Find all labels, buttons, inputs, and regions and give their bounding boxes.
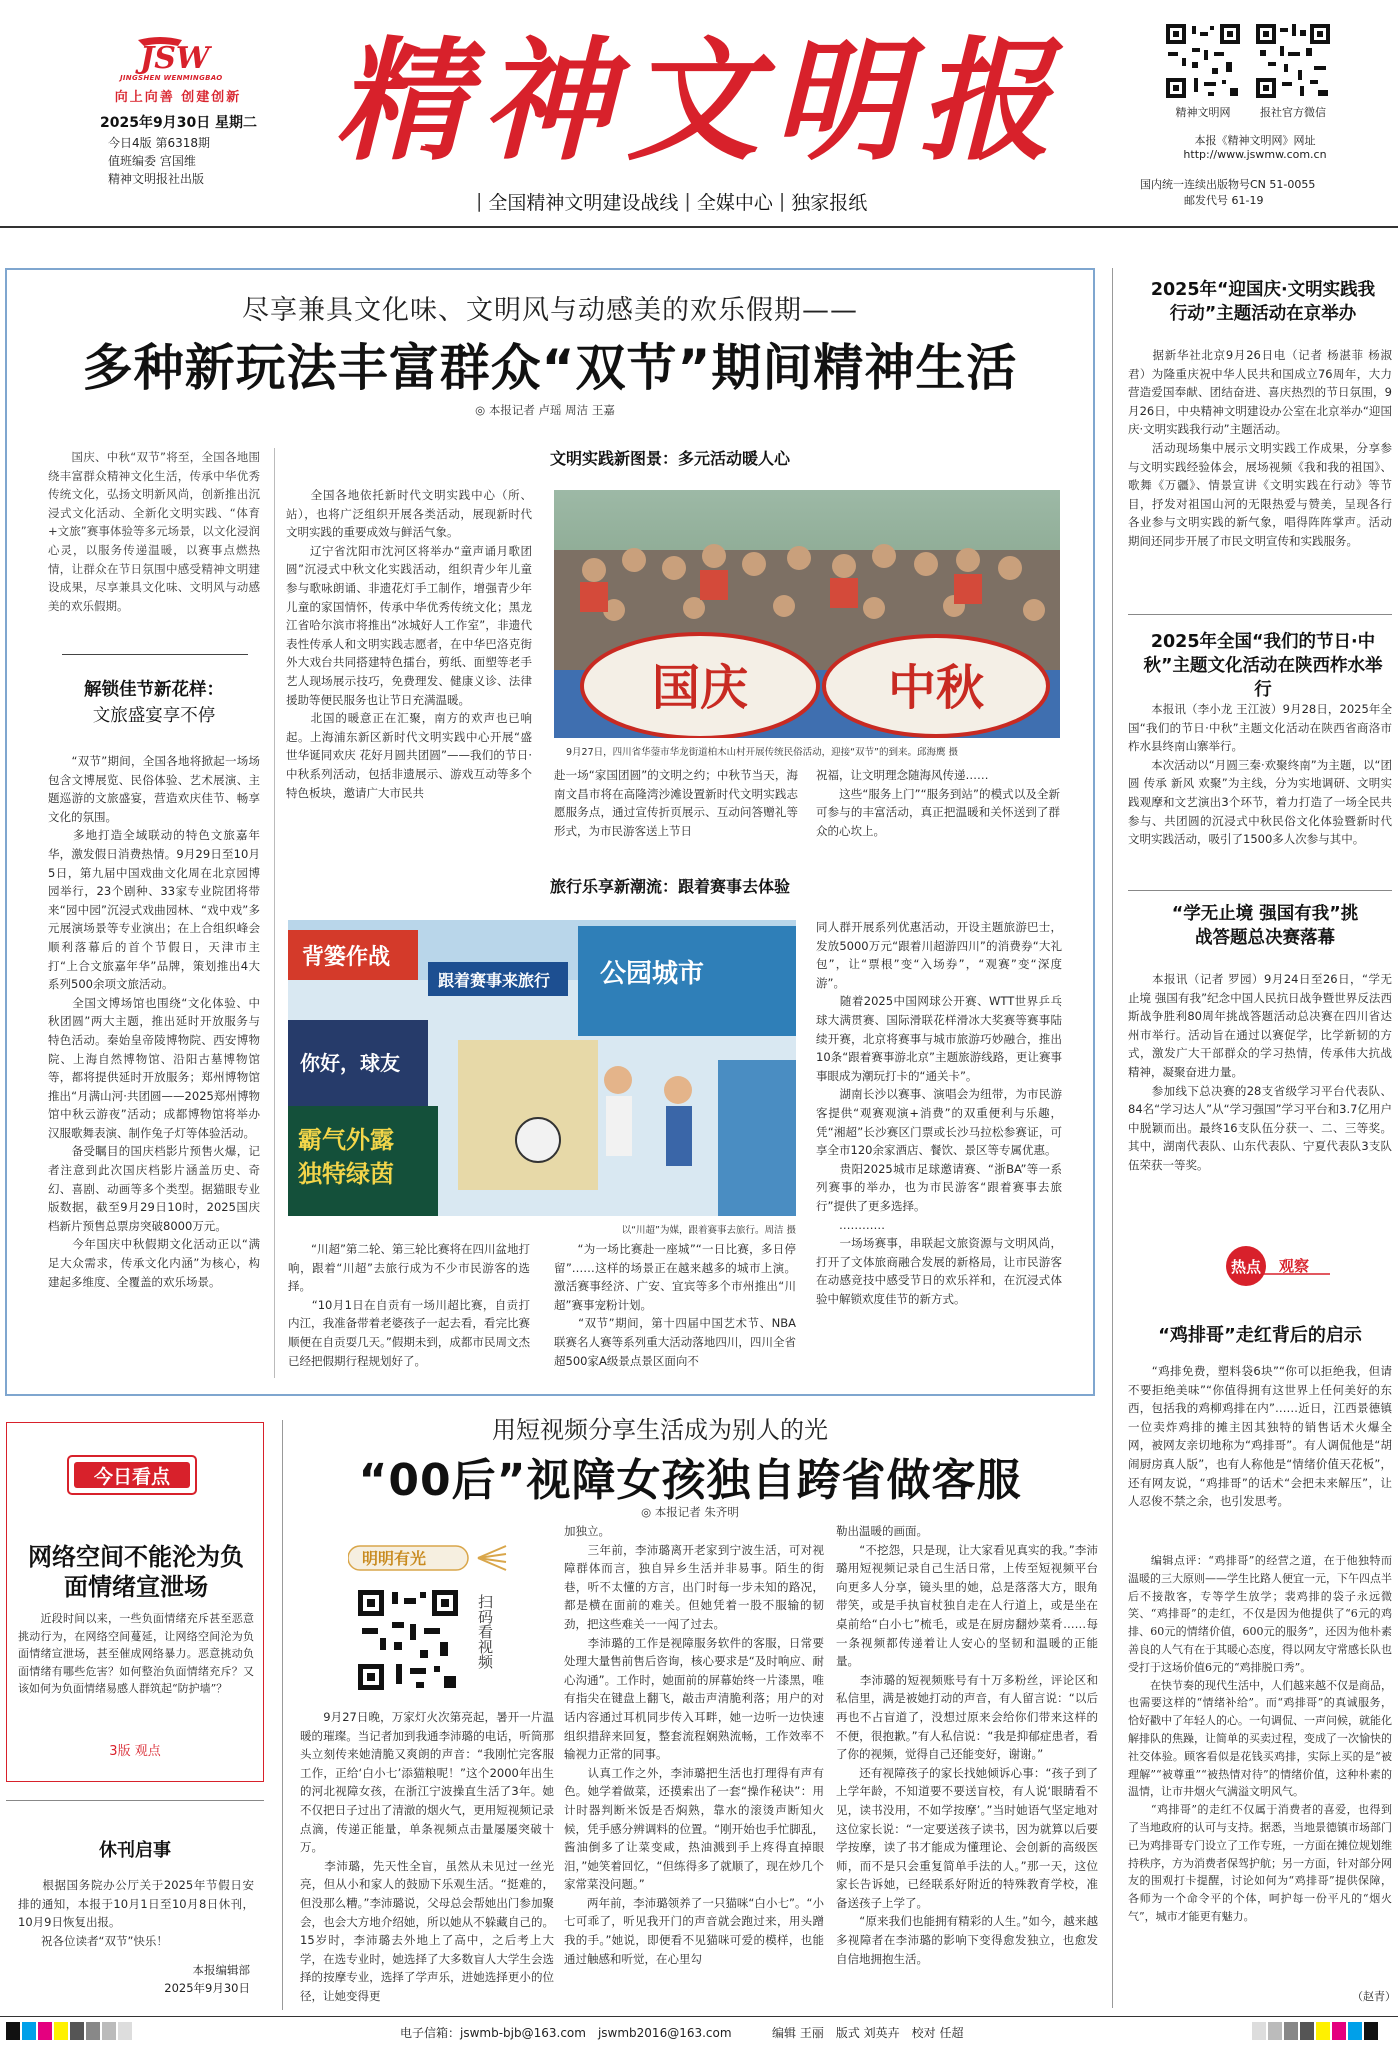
site-label: 本报《精神文明网》网址 <box>1194 134 1316 147</box>
sec1-col-b: 赴一场“家国团圆”的文明之约；中秋节当天，海南文昌市将在高隆湾沙滩设置新时代文明实践志愿服务点，通过宣传折页展示、互动问答赠礼等形式，为市民游客送上节日 <box>554 768 798 838</box>
festival-photo-icon <box>554 490 1060 738</box>
feature-col1-text: 9月27日晚，万家灯火次第亮起，暑开一片温暖的璀璨。当记者加到我通李沛璐的电话，听筒那头立刻传来她清脆又爽朗的声音：“我刚忙完客服工作，正给‘白小七’添猫粮呢！”这个2000年出生的河北视障女孩，在浙江宁波操直生活了3年。她不仅把日子过出了清澈的烟火气，更用短视频记录点滴，传递正能量，单条视频点击量屡屡突破十万。 李沛璐，先天性全盲，虽然从未见过一丝光亮，但从小和家人的鼓励下乐观生活。“挺难的，但没那么糟。”李沛璐说，父母总会帮她出门参加聚会，也会大方地介绍她，所以她从不躲藏自己的。15岁时，李沛璐去外地上了高中，之后考上大学，在选专业时，她选择了大多数盲人大学生会选择的按摩专业，选择了学声乐，进她选择更小的位径，让她变得更 <box>300 1710 554 2003</box>
newspaper-title: 精神文明报 <box>335 24 1065 179</box>
photo-festival <box>554 490 1060 738</box>
color-bar-icon <box>1252 2022 1392 2040</box>
feature-byline-text: 本报记者 朱齐明 <box>654 1505 739 1519</box>
issue-info <box>100 112 290 187</box>
footer-email: 电子信箱：jswmb-bjb@163.com jswmb2016@163.com <box>400 2026 732 2040</box>
lead-intro: 国庆、中秋“双节”将至，全国各地围绕丰富群众精神文化生活，传承中华优秀传统文化，弘扬文明新风尚，创新推出沉浸式文化活动、全新化文明实践、“体育+文旅”赛事体验等多元场景，以文化浸润心灵，以服务传递温暖，以赛事点燃热情，让群众在节日氛围中感受精神文明建设成果，尽享兼具文化味、文明风与动感美的欢乐假期。 <box>48 450 260 613</box>
feature-byline <box>570 1504 810 1520</box>
lead-byline-text: 本报记者 卢瑶 周洁 王嘉 <box>488 403 615 417</box>
column-logo-text: 明明有光 <box>362 1549 427 1568</box>
sec2-col-c: 同人群开展系列优惠活动，开设主题旅游巴士，发放5000万元“跟着川超游四川”的消费券“大礼包”，让“票根”变“入场券”，“观赛”变“深度游”。 随着2025中国网球公开赛、WTT世界乒乓球大满贯赛、国际滑联花样滑冰大奖赛等赛事陆续开赛，北京将赛事与城市旅游巧妙融合，推出10条“跟着赛事游北京”主题旅游线路，更让赛事事眼成为潮玩打卡的“通关卡”。 湖南长沙以赛事、演唱会为纽带，为市民游客提供“观赛观演+消费”的双重便利与乐趣，凭“湘超”长沙赛区门票或长沙马拉松参赛证，可享全市120余家酒店、餐饮、景区等专属优惠。 贵阳2025城市足球邀请赛、“浙BA”等一系列赛事的举办，也为市民游客“跟着赛事去旅行”提供了更多选择。 ………… 一场场赛事，串联起文旅资源与文明风尚，打开了文体旅商融合发展的新格局，让市民游客在动感竞技中感受节日的欢乐祥和，在沉浸式体验中解锁欢度佳节的新方式。 <box>816 920 1062 1306</box>
newspaper-logo <box>120 34 238 90</box>
scan-prompt: 扫码看视频 <box>476 1594 494 1669</box>
masthead-slogan: 向上向善 创建创新 <box>114 90 242 105</box>
photo2-text-e: 霸气外露 <box>298 1126 394 1154</box>
issue-date: 2025年9月30日 星期二 <box>100 115 258 131</box>
sidebar-s4-title: “鸡排哥”走红背后的启示 <box>1158 1325 1362 1346</box>
sidebar-s3-text: 本报讯（记者 罗园）9月24日至26日，“学无止境 强国有我”纪念中国人民抗日战争暨世界反法西斯战争胜利80周年挑战答题活动总决赛在四川省达州市举行。活动旨在通过以赛促学，比学新韧的方式，激发广大干部群众的学习热情，传承伟大抗战精神，凝聚奋进力量。 参加线下总决赛的28支省级学习平台代表队、84名“学习达人”从“学习强国”学习平台和3.7亿用户中脱颖而出。最终16支队伍分获一、二、三等奖。其中，湖南代表队、山东代表队、宁夏代表队3支队伍荣获一等奖。 <box>1128 972 1392 1172</box>
issue-number: 今日4版 第6318期 <box>108 136 210 150</box>
duty-editor: 值班编委 宫国维 <box>108 154 196 168</box>
lead-headline: 多种新玩法丰富群众“双节”期间精神生活 <box>82 339 1018 397</box>
qr-label-website: 精神文明网 <box>1175 106 1231 119</box>
photo-football <box>288 920 796 1216</box>
photo2-text-c: 公园城市 <box>600 959 705 989</box>
feature-col2-text: 加独立。 三年前，李沛璐离开老家到宁波生活，可对视障群体而言，独自异乡生活并非易事。陌生的街巷，听不太懂的方言，出门时每一步未知的路况，都是横在面前的难关。但她凭着一股不服输的韧劲，把这些难关一一闯了过去。 李沛璐的工作是视障服务软件的客服，日常要处理大量售前售后咨询，核心要求是“及时响应、耐心沟通”。工作时，她面前的屏幕始终一片漆黑，唯有指尖在键盘上翻飞，敲击声清脆利落；用户的对话内容通过耳机同步传入耳畔，她一边听一边快速组织措辞来回复，整套流程娴熟流畅，工作效率不输视力正常的同事。 认真工作之外，李沛璐把生活也打理得有声有色。她学着做菜，还摸索出了一套“操作秘诀”：用计时器判断米饭是否焖熟，靠水的滚烫声断知火候，凭手感分辨调料的位置。“刚开始也手忙脚乱，酱油倒多了让菜变咸，热油溅到手上疼得直掉眼泪，”她笑着回忆，“但练得多了就顺了，现在炒几个家常菜没问题。” 两年前，李沛璐领养了一只猫咪“白小七”。“小七可乖了，听见我开门的声音就会跑过来，用头蹭我的手。”她说，即便看不见猫咪可爱的模样，也能通过触感和听觉，在心里勾 <box>564 1524 824 1966</box>
tagline-3: 独家报纸 <box>791 191 868 214</box>
column-rule <box>1112 268 1113 2008</box>
tagline-bar <box>470 188 1030 214</box>
tagline-divider: | <box>476 190 483 212</box>
byline-dot-icon: ◎ <box>641 1505 655 1519</box>
column-rule <box>274 448 275 1378</box>
hot-label-1: 热点 <box>1230 1258 1262 1276</box>
notice-signer: 本报编辑部 <box>192 1963 250 1977</box>
sec1-title: 文明实践新图景：多元活动暖人心 <box>549 449 790 468</box>
tagline-divider: | <box>778 190 786 212</box>
hot-topic-badge <box>1224 1244 1334 1288</box>
tagline-2: 全媒中心 <box>696 191 773 214</box>
photo1-sign-right: 中秋 <box>887 660 985 716</box>
column-rule <box>282 1420 283 2010</box>
notice-text: 根据国务院办公厅关于2025年节假日安排的通知，本报于10月1日至10月8日休刊，10月9日恢复出报。 祝各位读者“双节”快乐！ <box>18 1878 254 1948</box>
publisher: 精神文明报社出版 <box>108 172 205 186</box>
sidebar-s2-title: 2025年全国“我们的节日·中秋”主题文化活动在陕西柞水举行 <box>1143 632 1383 700</box>
sec1-col-a: 全国各地依托新时代文明实践中心（所、站），也将广泛组织开展各类活动，展现新时代文明实践的重要成效与鲜活气象。 辽宁省沈阳市沈河区将举办“童声诵月歌团圆”沉浸式中秋文化实践活动，组织青少年儿童参与歌咏朗诵、非遗花灯手工制作，增强青少年儿童的家国情怀，传承中华优秀传统文化；黑龙江省哈尔滨市将推出“冰城好人工作室”，非遗代表性传承人和文明实践志愿者，在中华巴洛克街外大戏台共同搭建特色擂台，剪纸、面塑等老手艺人现场展示技巧，免费理发、健康义诊、法律援助等便民服务也让节日充满温暖。 北国的暖意正在汇聚，南方的欢声也已响起。上海浦东新区新时代文明实践中心开展“盛世华诞同欢庆 花好月圆共团圆”——我们的节日·中秋系列活动，包括非遗展示、游戏互动等多个特色板块，邀请广大市民共 <box>286 488 532 800</box>
sidebar-s4-author: （赵青） <box>1352 1990 1396 2003</box>
sec2-col-b: “为一场比赛赴一座城”“一日比赛，多日停留”……这样的场景正在越来越多的城市上演。激活赛事经济、广安、宜宾等多个市州推出“川超”赛事宠粉计划。 “双节”期间，第十四届中国艺术节、NBA联赛名人赛等系列重大活动落地四川，四川全省超500家A级景点景区面向不 <box>554 1242 796 1368</box>
lead-byline <box>380 402 710 418</box>
site-url[interactable]: http://www.jswmw.com.cn <box>1183 148 1327 161</box>
sec2-col-a: “川超”第二轮、第三轮比赛将在四川盆地打响，跟着“川超”去旅行成为不少市民游客的选择。 “10月1日在自贡有一场川超比赛，自贡打内江，我准备带着老婆孩子一起去看，看完比赛顺便在自贡耍几天。”假期未到，成都市民周文杰已经把假期行程规划好了。 <box>288 1242 530 1368</box>
feature-qr-code[interactable] <box>356 1588 460 1692</box>
photo2-text-f: 独特绿茵 <box>298 1160 394 1188</box>
photo1-caption: 9月27日，四川省华蓥市华龙街道柏木山村开展传统民俗活动，迎接“双节”的到来。邱海鹰 摄 <box>566 747 958 758</box>
tagline-divider: | <box>684 190 691 212</box>
sunburst-logo-icon <box>348 1540 508 1576</box>
qr-code-wechat[interactable] <box>1254 22 1332 100</box>
qr-code-icon <box>1164 22 1242 100</box>
today-look-tab <box>66 1454 198 1496</box>
today-look-text: 近段时间以来，一些负面情绪充斥甚至恶意挑动行为，在网络空间蔓延，让网络空间沦为负面情绪宣泄场，甚至催成网络暴力。恶意挑动负面情绪有哪些危害？如何整治负面情绪充斥？又该如何为负面情绪易感人群筑起“防护墙”？ <box>18 1612 254 1695</box>
masthead-rule <box>0 226 1398 228</box>
sidebar-s4-text-a: “鸡排免费，塑料袋6块”“你可以拒绝我，但请不要拒绝美味”“你值得拥有这世界上任何美好的东西，包括我的鸡柳鸡排在内”……近日，江西景德镇一位卖炸鸡排的摊主因其独特的销售话术火爆全网，被网友亲切地称为“鸡排哥”。有人调侃他是“胡闹厨房真人版”，也有人称他是“情绪价值天花板”，还有网友说，“鸡排哥”的话术“会把未来解压”，让人忍俊不禁之余，也引发思考。 <box>1128 1364 1392 1509</box>
photo2-text-a: 背篓作战 <box>302 945 391 970</box>
feature-col3-text: 勒出温暖的画面。 “不挖怨，只是现，让大家看见真实的我。”李沛璐用短视频记录自己生活日常，上传至短视频平台向更多人分享，镜头里的她，总是落落大方，眼角带笑，或是手执盲杖独自走在人行道上，或是坐在桌前给“白小七”梳毛，或是在厨房翻炒菜肴……每一条视频都传递着让人安心的坚韧和温暖的正能量。 李沛璐的短视频账号有十万多粉丝，评论区和私信里，满是被她打动的声音，有人留言说：“以后再也不占盲道了，没想过原来会给你们带来这样的不便，很抱歉。”有人私信说：“我是抑郁症患者，看了你的视频，觉得自己还能变好，谢谢。” 还有视障孩子的家长找她倾诉心事：“孩子到了上学年龄，不知道要不要送盲校，有人说‘眼睛看不见，读书没用，不如学按摩’。”当时她语气坚定地对这位家长说：“一定要送孩子读书，因为就算以后要学按摩，读了书才能成为懂理论、会创新的高级医师，而不是只会重复简单手法的人。”那一天，这位家长告诉她，已经联系好附近的特殊教育学校，准备送孩子上学了。 “原来我们也能拥有精彩的人生。”如今，越来越多视障者在李沛璐的影响下变得愈发独立，也愈发自信地拥抱生活。 <box>836 1524 1098 1966</box>
sub1-title-line2: 文旅盛宴享不停 <box>92 706 216 726</box>
column-rule <box>62 654 248 655</box>
logo-mark-icon <box>120 34 238 74</box>
notice-title: 休刊启事 <box>99 1840 171 1861</box>
postal-code: 邮发代号 61-19 <box>1184 194 1264 207</box>
photo1-sign-left: 国庆 <box>651 660 749 716</box>
sub1-title-line1: 解锁佳节新花样： <box>84 680 224 700</box>
masthead <box>0 0 1398 228</box>
hot-label-2: 观察 <box>1278 1257 1310 1275</box>
sidebar-rule <box>1128 614 1392 615</box>
qr-code-icon <box>1254 22 1332 100</box>
sidebar-s3-title: “学无止境 强国有我”挑战答题总决赛落幕 <box>1171 904 1359 948</box>
color-calibration-bar <box>1252 2022 1392 2040</box>
photo2-text-d: 你好，球友 <box>300 1051 400 1075</box>
sidebar-s1-text: 据新华社北京9月26日电（记者 杨湛菲 杨淑君）为隆重庆祝中华人民共和国成立76周年，大力营造爱国奉献、团结奋进、喜庆热烈的节日氛围，9月26日，中央精神文明建设办公室在北京举办“迎国庆·文明实践我行动”主题活动。 活动现场集中展示文明实践工作成果，分享参与文明实践经验体会，展场视频《我和我的祖国》、歌舞《万疆》、情景宣讲《文明实践在行动》等节目，抒发对祖国山河的无限热爱与赞美，呈现各行各业参与文明实践的新气象，唱得阵阵掌声。活动期间还同步开展了市民文明宣传和实践服务。 <box>1128 348 1392 548</box>
qr-label-wechat: 报社官方微信 <box>1260 106 1326 119</box>
qr-code-website[interactable] <box>1164 22 1242 100</box>
lead-kicker: 尽享兼具文化味、文明风与动感美的欢乐假期—— <box>242 295 858 326</box>
logo-pinyin: JINGSHEN WENMINGBAO <box>120 74 223 82</box>
photo2-caption: 以“川超”为媒，跟着赛事去旅行。周洁 摄 <box>621 1225 796 1236</box>
sidebar-s2-text: 本报讯（李小龙 王江波）9月28日，2025年全国“我们的节日·中秋”主题文化活动在陕西省商洛市柞水县终南山寨举行。 本次活动以“月圆三秦·欢聚终南”为主题，以“团圆 传承 新风 欢聚”为主线，分为实地调研、文明实践观摩和文艺演出3个环节，着力打造了一场全民共参与、共团圆的沉浸式中秋民俗文化体验暨新时代文明实践活动，吸引了1500多人次参与其中。 <box>1128 702 1392 847</box>
cn-number: 国内统一连续出版物号CN 51-0055 <box>1140 178 1316 191</box>
svg-text:JSW: JSW <box>140 41 210 74</box>
column-logo <box>348 1540 508 1576</box>
sidebar-s4-text-b: 编辑点评：“鸡排哥”的经营之道，在于他独特而温暖的三大原则——学生比路人便宜一元，下午四点半后不接散客，专等学生放学；裴鸡排的袋子永远微笑、“鸡排哥”的走红，不仅是因为他提供了“6元的鸡排、60元的情绪价值，600元的服务”，还因为他朴素善良的人气有在于其暖心态度，得以网友守常感长队也受打于这场价值6元的“鸡排脱口秀”。 在快节奏的现代生活中，人们越来越不仅是商品，也需要这样的“情绪补给”。而“鸡排哥”的真诚服务，恰好戳中了年轻人的心。一句调侃、一声问候，就能化解排队的焦躁，让简单的买卖过程，变成了一次愉快的社交体验。顾客看似是花钱买鸡排，实际上买的是“被理解”“被尊重”“被热情对待”的情绪价值，这种朴素的温情，让市井烟火气满溢文明风气。 “鸡排哥”的走红不仅属于消费者的喜爱，也得到了当地政府的认可与支持。据悉，当地景德镇市场部门已为鸡排哥专门设立了工作专班，一方面在摊位规划维持秩序，方为消费者保驾护航；另一方面，针对部分网友的围观打卡提醒，讨论如何为“鸡排哥”提供保障，各师为一个命令平的个体，呵护每一份平凡的“烟火气”，城市才能更有魅力。 <box>1128 1554 1392 1923</box>
sec2-title: 旅行乐享新潮流：跟着赛事去体验 <box>549 877 790 896</box>
color-bar-icon <box>6 2022 146 2040</box>
football-photo-icon <box>288 920 796 1216</box>
feature-headline: “00后”视障女孩独自跨省做客服 <box>358 1455 1022 1506</box>
photo2-text-b: 跟着赛事来旅行 <box>438 971 551 990</box>
today-look-pointer[interactable]: 3版 观点 <box>109 1744 161 1759</box>
feature-kicker: 用短视频分享生活成为别人的光 <box>492 1416 828 1444</box>
byline-dot-icon: ◎ <box>475 403 489 417</box>
footer-staff: 编辑 王丽 版式 刘英卉 校对 任超 <box>772 2026 964 2040</box>
notice-date: 2025年9月30日 <box>164 1981 250 1995</box>
today-look-label: 今日看点 <box>93 1466 170 1488</box>
today-look-title: 网络空间不能沦为负面情绪宣泄场 <box>28 1543 244 1601</box>
tagline-1: 全国精神文明建设战线 <box>488 191 679 214</box>
footer-rule <box>0 2016 1398 2017</box>
color-calibration-bar <box>6 2022 146 2040</box>
sec1-col-c: 祝福，让文明理念随海风传递…… 这些“服务上门”“服务到站”的模式以及全新可参与的丰富活动，真正把温暖和关怀送到了群众的心坎上。 <box>816 768 1060 838</box>
sidebar-rule <box>1128 890 1392 891</box>
qr-code-icon <box>356 1588 460 1692</box>
sidebar-s1-title: 2025年“迎国庆·文明实践我行动”主题活动在京举办 <box>1150 280 1376 324</box>
flame-badge-icon <box>1224 1244 1334 1288</box>
lead-col1-text: “双节”期间，全国各地将掀起一场场包含文博展览、民俗体验、艺术展演、主题巡游的文旅盛宴，营造欢庆佳节、畅享文化的氛围。 多地打造全域联动的特色文旅嘉年华，激发假日消费热情。9月29日至10月5日，第九届中国戏曲文化周在北京园博园举行，23个剧种、33家专业院团将带来“园中园”沉浸式戏曲园林、“戏中戏”多元展演场景等专业演出；在上合组织峰会顺利落幕后的首个节假日，天津市主打“上合文旅嘉年华”品牌，策划推出4大系列500余项文旅活动。 全国文博场馆也围绕“文化体验、中秋团圆”两大主题，推出延时开放服务与特色活动。秦始皇帝陵博物院、西安博物院、上海自然博物馆、沿阳古墓博物馆等，都将提供延时开放服务；郑州博物馆推出“月满山河·共团圆——2025郑州博物馆中秋云游夜”活动；成都博物馆将举办汉服歌舞表演、制作兔子灯等体验活动。 备受瞩目的国庆档影片预售火爆，记者注意到此次国庆档影片涵盖历史、奇幻、喜剧、动画等多个类型。据猫眼专业版数据，截至9月29日10时，2025国庆档新片预售总票房突破8000万元。 今年国庆中秋假期文化活动正以“满足大众需求，传承文化内涵”为核心，构建起多维度、全覆盖的欢乐场景。 <box>48 754 260 1289</box>
